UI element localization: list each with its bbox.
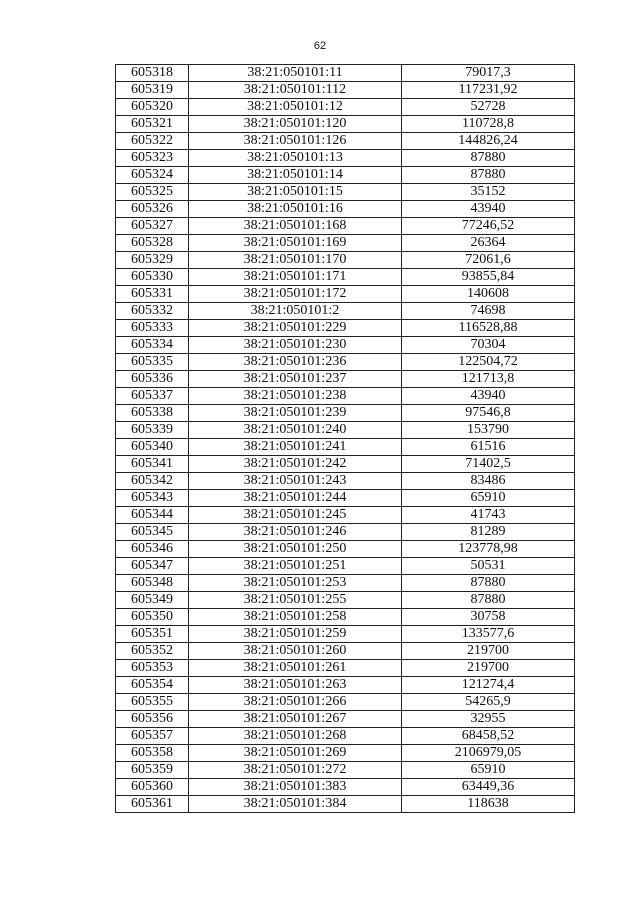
cadastral-number-cell: 38:21:050101:260 (189, 643, 402, 660)
cadastral-number-cell: 38:21:050101:269 (189, 745, 402, 762)
value-cell: 32955 (402, 711, 575, 728)
value-cell: 77246,52 (402, 218, 575, 235)
cadastral-number-cell: 38:21:050101:13 (189, 150, 402, 167)
table-row (116, 677, 575, 694)
table-row (116, 592, 575, 609)
cadastral-number-cell: 38:21:050101:255 (189, 592, 402, 609)
value-cell: 30758 (402, 609, 575, 626)
table-row (116, 524, 575, 541)
table-row (116, 371, 575, 388)
value-cell: 74698 (402, 303, 575, 320)
cadastral-number-cell: 38:21:050101:229 (189, 320, 402, 337)
table-row (116, 711, 575, 728)
cadastral-number-cell: 38:21:050101:268 (189, 728, 402, 745)
table-row (116, 218, 575, 235)
table-row (116, 116, 575, 133)
table-row (116, 609, 575, 626)
row-number-cell: 605324 (116, 167, 189, 184)
row-number-cell: 605323 (116, 150, 189, 167)
table-row (116, 796, 575, 813)
value-cell: 97546,8 (402, 405, 575, 422)
cadastral-number-cell: 38:21:050101:16 (189, 201, 402, 218)
value-cell: 61516 (402, 439, 575, 456)
table-row (116, 456, 575, 473)
value-cell: 43940 (402, 388, 575, 405)
row-number-cell: 605328 (116, 235, 189, 252)
value-cell: 81289 (402, 524, 575, 541)
value-cell: 43940 (402, 201, 575, 218)
row-number-cell: 605335 (116, 354, 189, 371)
cadastral-number-cell: 38:21:050101:171 (189, 269, 402, 286)
registry-table-body (116, 65, 575, 813)
cadastral-number-cell: 38:21:050101:263 (189, 677, 402, 694)
row-number-cell: 605336 (116, 371, 189, 388)
value-cell: 83486 (402, 473, 575, 490)
row-number-cell: 605334 (116, 337, 189, 354)
row-number-cell: 605353 (116, 660, 189, 677)
table-row (116, 150, 575, 167)
cadastral-number-cell: 38:21:050101:238 (189, 388, 402, 405)
table-row (116, 303, 575, 320)
value-cell: 68458,52 (402, 728, 575, 745)
table-row (116, 728, 575, 745)
table-row (116, 354, 575, 371)
table-row (116, 507, 575, 524)
cadastral-number-cell: 38:21:050101:261 (189, 660, 402, 677)
value-cell: 65910 (402, 490, 575, 507)
table-row (116, 133, 575, 150)
cadastral-number-cell: 38:21:050101:168 (189, 218, 402, 235)
cadastral-number-cell: 38:21:050101:15 (189, 184, 402, 201)
table-row (116, 762, 575, 779)
table-row (116, 388, 575, 405)
row-number-cell: 605337 (116, 388, 189, 405)
value-cell: 117231,92 (402, 82, 575, 99)
value-cell: 153790 (402, 422, 575, 439)
row-number-cell: 605347 (116, 558, 189, 575)
row-number-cell: 605348 (116, 575, 189, 592)
value-cell: 219700 (402, 643, 575, 660)
value-cell: 70304 (402, 337, 575, 354)
table-row (116, 575, 575, 592)
row-number-cell: 605346 (116, 541, 189, 558)
value-cell: 52728 (402, 99, 575, 116)
value-cell: 122504,72 (402, 354, 575, 371)
row-number-cell: 605341 (116, 456, 189, 473)
value-cell: 121713,8 (402, 371, 575, 388)
value-cell: 123778,98 (402, 541, 575, 558)
table-row (116, 167, 575, 184)
row-number-cell: 605325 (116, 184, 189, 201)
value-cell: 54265,9 (402, 694, 575, 711)
value-cell: 110728,8 (402, 116, 575, 133)
value-cell: 41743 (402, 507, 575, 524)
value-cell: 50531 (402, 558, 575, 575)
cadastral-number-cell: 38:21:050101:2 (189, 303, 402, 320)
table-row (116, 490, 575, 507)
table-row (116, 235, 575, 252)
cadastral-number-cell: 38:21:050101:251 (189, 558, 402, 575)
row-number-cell: 605319 (116, 82, 189, 99)
row-number-cell: 605320 (116, 99, 189, 116)
table-row (116, 99, 575, 116)
value-cell: 140608 (402, 286, 575, 303)
cadastral-number-cell: 38:21:050101:250 (189, 541, 402, 558)
row-number-cell: 605343 (116, 490, 189, 507)
value-cell: 63449,36 (402, 779, 575, 796)
table-row (116, 184, 575, 201)
row-number-cell: 605332 (116, 303, 189, 320)
table-row (116, 337, 575, 354)
value-cell: 79017,3 (402, 65, 575, 82)
table-row (116, 201, 575, 218)
row-number-cell: 605330 (116, 269, 189, 286)
table-row (116, 694, 575, 711)
row-number-cell: 605352 (116, 643, 189, 660)
row-number-cell: 605354 (116, 677, 189, 694)
cadastral-number-cell: 38:21:050101:266 (189, 694, 402, 711)
row-number-cell: 605331 (116, 286, 189, 303)
cadastral-number-cell: 38:21:050101:245 (189, 507, 402, 524)
table-row (116, 320, 575, 337)
cadastral-number-cell: 38:21:050101:170 (189, 252, 402, 269)
value-cell: 121274,4 (402, 677, 575, 694)
value-cell: 219700 (402, 660, 575, 677)
value-cell: 116528,88 (402, 320, 575, 337)
table-row (116, 473, 575, 490)
row-number-cell: 605361 (116, 796, 189, 813)
table-row (116, 643, 575, 660)
value-cell: 35152 (402, 184, 575, 201)
row-number-cell: 605349 (116, 592, 189, 609)
cadastral-number-cell: 38:21:050101:240 (189, 422, 402, 439)
row-number-cell: 605356 (116, 711, 189, 728)
cadastral-number-cell: 38:21:050101:258 (189, 609, 402, 626)
table-row (116, 65, 575, 82)
row-number-cell: 605342 (116, 473, 189, 490)
value-cell: 2106979,05 (402, 745, 575, 762)
table-row (116, 286, 575, 303)
cadastral-number-cell: 38:21:050101:243 (189, 473, 402, 490)
cadastral-number-cell: 38:21:050101:253 (189, 575, 402, 592)
cadastral-number-cell: 38:21:050101:383 (189, 779, 402, 796)
cadastral-number-cell: 38:21:050101:237 (189, 371, 402, 388)
row-number-cell: 605326 (116, 201, 189, 218)
table-row (116, 541, 575, 558)
value-cell: 87880 (402, 592, 575, 609)
table-row (116, 439, 575, 456)
table-row (116, 779, 575, 796)
cadastral-number-cell: 38:21:050101:112 (189, 82, 402, 99)
row-number-cell: 605358 (116, 745, 189, 762)
row-number-cell: 605350 (116, 609, 189, 626)
table-row (116, 745, 575, 762)
value-cell: 133577,6 (402, 626, 575, 643)
cadastral-number-cell: 38:21:050101:272 (189, 762, 402, 779)
row-number-cell: 605340 (116, 439, 189, 456)
cadastral-number-cell: 38:21:050101:246 (189, 524, 402, 541)
cadastral-number-cell: 38:21:050101:239 (189, 405, 402, 422)
value-cell: 71402,5 (402, 456, 575, 473)
row-number-cell: 605344 (116, 507, 189, 524)
table-row (116, 660, 575, 677)
row-number-cell: 605327 (116, 218, 189, 235)
row-number-cell: 605329 (116, 252, 189, 269)
value-cell: 65910 (402, 762, 575, 779)
value-cell: 87880 (402, 167, 575, 184)
row-number-cell: 605360 (116, 779, 189, 796)
table-row (116, 82, 575, 99)
row-number-cell: 605321 (116, 116, 189, 133)
cadastral-number-cell: 38:21:050101:267 (189, 711, 402, 728)
table-row (116, 252, 575, 269)
cadastral-number-cell: 38:21:050101:384 (189, 796, 402, 813)
table-row (116, 269, 575, 286)
row-number-cell: 605318 (116, 65, 189, 82)
page-number: 62 (313, 40, 327, 52)
cadastral-number-cell: 38:21:050101:230 (189, 337, 402, 354)
cadastral-number-cell: 38:21:050101:120 (189, 116, 402, 133)
row-number-cell: 605357 (116, 728, 189, 745)
row-number-cell: 605322 (116, 133, 189, 150)
value-cell: 26364 (402, 235, 575, 252)
cadastral-number-cell: 38:21:050101:172 (189, 286, 402, 303)
cadastral-number-cell: 38:21:050101:241 (189, 439, 402, 456)
cadastral-number-cell: 38:21:050101:14 (189, 167, 402, 184)
row-number-cell: 605333 (116, 320, 189, 337)
row-number-cell: 605338 (116, 405, 189, 422)
table-row (116, 422, 575, 439)
value-cell: 118638 (402, 796, 575, 813)
value-cell: 93855,84 (402, 269, 575, 286)
registry-table (115, 64, 575, 813)
value-cell: 144826,24 (402, 133, 575, 150)
cadastral-number-cell: 38:21:050101:126 (189, 133, 402, 150)
value-cell: 87880 (402, 150, 575, 167)
cadastral-number-cell: 38:21:050101:169 (189, 235, 402, 252)
row-number-cell: 605351 (116, 626, 189, 643)
row-number-cell: 605339 (116, 422, 189, 439)
table-row (116, 558, 575, 575)
table-row (116, 405, 575, 422)
cadastral-number-cell: 38:21:050101:242 (189, 456, 402, 473)
table-row (116, 626, 575, 643)
row-number-cell: 605345 (116, 524, 189, 541)
value-cell: 72061,6 (402, 252, 575, 269)
cadastral-number-cell: 38:21:050101:259 (189, 626, 402, 643)
cadastral-number-cell: 38:21:050101:236 (189, 354, 402, 371)
cadastral-number-cell: 38:21:050101:12 (189, 99, 402, 116)
row-number-cell: 605359 (116, 762, 189, 779)
row-number-cell: 605355 (116, 694, 189, 711)
value-cell: 87880 (402, 575, 575, 592)
cadastral-number-cell: 38:21:050101:11 (189, 65, 402, 82)
cadastral-number-cell: 38:21:050101:244 (189, 490, 402, 507)
